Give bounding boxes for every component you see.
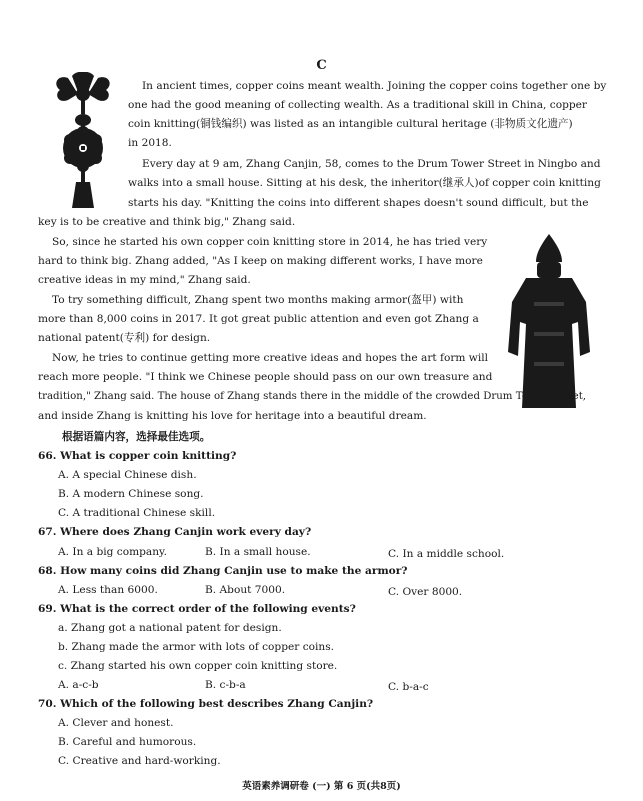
passage-line: Now, he tries to continue getting more creative ideas and hopes the art form will [52, 352, 489, 364]
instruction-text: 根据语篇内容，选择最佳选项。 [62, 431, 211, 443]
passage-line: walks into a small house. Sitting at his desk, the inheritor(继承人)of copper coin knitting [128, 177, 601, 189]
passage-line: national patent(专利) for design. [38, 332, 211, 344]
option-69-c[interactable]: C. b-a-c [388, 681, 429, 693]
passage-line: starts his day. "Knitting the coins into different shapes doesn't sound difficult, but the [128, 197, 589, 209]
passage-line: creative ideas in my mind," Zhang said. [38, 274, 251, 286]
option-69-b[interactable]: B. c-b-a [205, 679, 246, 691]
option-68-b[interactable]: B. About 7000. [205, 584, 286, 596]
option-68-c[interactable]: C. Over 8000. [388, 586, 463, 598]
passage-line: To try something difficult, Zhang spent two months making armor(盔甲) with [52, 294, 464, 306]
section-title: C [316, 58, 327, 73]
passage-line: reach more people. "I think we Chinese people should pass on our own treasure and [38, 371, 493, 383]
coin-armor-image [506, 232, 592, 410]
passage-line: in 2018. [128, 137, 172, 149]
option-68-a[interactable]: A. Less than 6000. [58, 584, 158, 596]
coin-knot-image [48, 72, 118, 210]
option-70-a[interactable]: A. Clever and honest. [58, 717, 174, 729]
option-67-a[interactable]: A. In a big company. [58, 546, 167, 558]
passage-line: hard to think big. Zhang added, "As I keep on making different works, I have more [38, 255, 483, 267]
option-67-b[interactable]: B. In a small house. [205, 546, 311, 558]
option-69-a[interactable]: A. a-c-b [58, 679, 99, 691]
question-66: 66. What is copper coin knitting? [38, 450, 237, 462]
passage-line: and inside Zhang is knitting his love for heritage into a beautiful dream. [38, 410, 427, 422]
passage-line: key is to be creative and think big," Zhang said. [38, 216, 296, 228]
question-67: 67. Where does Zhang Canjin work every day? [38, 526, 312, 538]
event-c: c. Zhang started his own copper coin knitting store. [58, 660, 338, 672]
option-67-c[interactable]: C. In a middle school. [388, 548, 505, 560]
passage-line: In ancient times, copper coins meant wealth. Joining the copper coins together one by [142, 80, 607, 92]
question-68: 68. How many coins did Zhang Canjin use to make the armor? [38, 565, 408, 577]
option-66-b[interactable]: B. A modern Chinese song. [58, 488, 204, 500]
event-b: b. Zhang made the armor with lots of copper coins. [58, 641, 335, 653]
page-footer: 英语素养调研卷 (一) 第 6 页(共8页) [242, 781, 401, 792]
question-70: 70. Which of the following best describes Zhang Canjin? [38, 698, 374, 710]
option-66-c[interactable]: C. A traditional Chinese skill. [58, 507, 216, 519]
passage-line: tradition," Zhang said. The house of Zhang stands there in the middle of the crowded Drum Tower Street, [38, 391, 587, 402]
option-70-b[interactable]: B. Careful and humorous. [58, 736, 197, 748]
question-69: 69. What is the correct order of the following events? [38, 603, 356, 615]
event-a: a. Zhang got a national patent for design. [58, 622, 282, 634]
passage-line: one had the good meaning of collecting wealth. As a traditional skill in China, copper [128, 99, 587, 111]
passage-line: more than 8,000 coins in 2017. It got great public attention and even got Zhang a [38, 313, 479, 325]
option-66-a[interactable]: A. A special Chinese dish. [58, 469, 197, 481]
passage-line: So, since he started his own copper coin knitting store in 2014, he has tried very [52, 236, 488, 248]
passage-line: coin knitting(铜钱编织) was listed as an intangible cultural heritage (非物质文化遗产) [128, 118, 573, 130]
option-70-c[interactable]: C. Creative and hard-working. [58, 755, 221, 767]
passage-line: Every day at 9 am, Zhang Canjin, 58, comes to the Drum Tower Street in Ningbo and [142, 158, 601, 170]
